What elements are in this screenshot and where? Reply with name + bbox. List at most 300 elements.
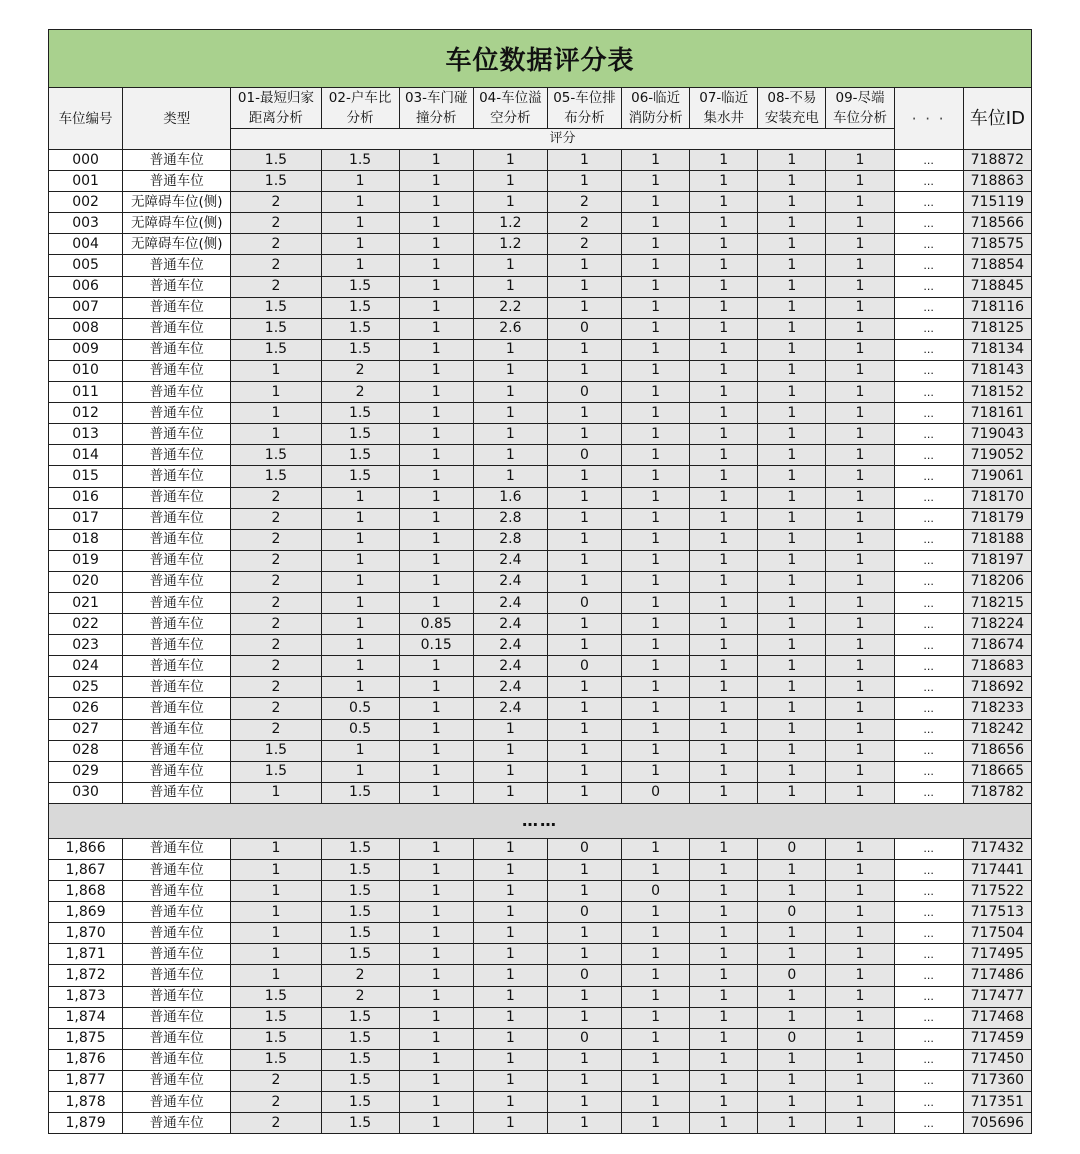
cell-score-08: 1 [758, 529, 826, 550]
bottom-row-12 [49, 1092, 1032, 1113]
header-c05 [547, 88, 621, 129]
cell-score-04: 1 [473, 965, 547, 986]
cell-score-01: 1 [231, 424, 321, 445]
cell-score-08: 1 [758, 719, 826, 740]
cell-score-03: 0.85 [399, 614, 473, 635]
cell-score-02: 1 [321, 614, 399, 635]
cell-spot-number: 002 [49, 192, 123, 213]
cell-score-03: 1 [399, 719, 473, 740]
cell-spot-id: 718224 [963, 614, 1031, 635]
cell-score-02: 2 [321, 360, 399, 381]
cell-more: ... [894, 986, 963, 1007]
cell-score-03: 1 [399, 318, 473, 339]
cell-score-04: 2.4 [473, 635, 547, 656]
cell-score-01: 1.5 [231, 318, 321, 339]
cell-spot-number: 009 [49, 339, 123, 360]
bottom-row-4 [49, 923, 1032, 944]
cell-score-01: 2 [231, 698, 321, 719]
cell-type: 普通车位 [123, 382, 231, 403]
cell-spot-id: 717468 [963, 1007, 1031, 1028]
cell-score-08: 1 [758, 782, 826, 803]
cell-score-09: 1 [826, 1007, 894, 1028]
cell-spot-id: 717360 [963, 1070, 1031, 1091]
cell-score-01: 1.5 [231, 740, 321, 761]
separator-ellipsis: …… [49, 803, 1032, 838]
cell-score-07: 1 [690, 677, 758, 698]
cell-score-07: 1 [690, 656, 758, 677]
cell-score-08: 1 [758, 761, 826, 782]
cell-score-02: 1 [321, 213, 399, 234]
top-row-27 [49, 719, 1032, 740]
cell-score-05: 1 [547, 1092, 621, 1113]
top-row-29 [49, 761, 1032, 782]
top-row-17 [49, 508, 1032, 529]
cell-spot-id: 718134 [963, 339, 1031, 360]
cell-score-06: 1 [622, 276, 690, 297]
cell-score-07: 1 [690, 487, 758, 508]
cell-score-09: 1 [826, 1070, 894, 1091]
cell-more: ... [894, 656, 963, 677]
cell-spot-id: 719052 [963, 445, 1031, 466]
cell-type: 无障碍车位(侧) [123, 234, 231, 255]
cell-score-09: 1 [826, 614, 894, 635]
cell-spot-id: 705696 [963, 1113, 1031, 1134]
cell-score-03: 1 [399, 360, 473, 381]
cell-score-01: 1.5 [231, 1028, 321, 1049]
cell-score-01: 1 [231, 860, 321, 881]
cell-type: 普通车位 [123, 592, 231, 613]
cell-more: ... [894, 881, 963, 902]
cell-score-04: 1 [473, 1049, 547, 1070]
cell-score-05: 1 [547, 1007, 621, 1028]
cell-score-03: 1 [399, 986, 473, 1007]
sheet-title: 车位数据评分表 [49, 30, 1032, 88]
cell-score-09: 1 [826, 529, 894, 550]
cell-score-07: 1 [690, 944, 758, 965]
cell-score-08: 1 [758, 192, 826, 213]
cell-spot-id: 718566 [963, 213, 1031, 234]
header-spot-number: 车位编号 [49, 88, 123, 150]
cell-type: 普通车位 [123, 403, 231, 424]
cell-score-03: 1 [399, 761, 473, 782]
cell-type: 普通车位 [123, 944, 231, 965]
cell-score-07: 1 [690, 466, 758, 487]
cell-more: ... [894, 902, 963, 923]
header-c04 [473, 88, 547, 129]
top-row-5 [49, 255, 1032, 276]
cell-score-03: 1 [399, 297, 473, 318]
cell-type: 普通车位 [123, 1113, 231, 1134]
cell-type: 普通车位 [123, 1028, 231, 1049]
cell-score-02: 1.5 [321, 466, 399, 487]
cell-score-04: 1 [473, 902, 547, 923]
cell-score-07: 1 [690, 881, 758, 902]
cell-score-06: 1 [622, 318, 690, 339]
cell-score-05: 1 [547, 1070, 621, 1091]
cell-score-08: 1 [758, 1049, 826, 1070]
separator-row [49, 803, 1032, 838]
cell-score-08: 1 [758, 508, 826, 529]
header-c09-line2: 车位分析 [833, 110, 888, 126]
cell-score-07: 1 [690, 838, 758, 859]
cell-score-07: 1 [690, 382, 758, 403]
cell-score-09: 1 [826, 986, 894, 1007]
cell-score-04: 1 [473, 403, 547, 424]
cell-score-08: 1 [758, 339, 826, 360]
top-row-7 [49, 297, 1032, 318]
cell-score-05: 0 [547, 592, 621, 613]
cell-score-05: 2 [547, 234, 621, 255]
cell-score-08: 1 [758, 403, 826, 424]
cell-score-06: 1 [622, 698, 690, 719]
cell-spot-number: 1,874 [49, 1007, 123, 1028]
cell-score-09: 1 [826, 508, 894, 529]
cell-score-04: 1 [473, 1028, 547, 1049]
cell-type: 普通车位 [123, 614, 231, 635]
header-row [49, 88, 1032, 129]
cell-score-06: 1 [622, 592, 690, 613]
cell-score-07: 1 [690, 698, 758, 719]
cell-score-08: 1 [758, 171, 826, 192]
cell-more: ... [894, 698, 963, 719]
cell-score-09: 1 [826, 656, 894, 677]
cell-score-04: 1 [473, 276, 547, 297]
cell-score-09: 1 [826, 213, 894, 234]
cell-spot-number: 007 [49, 297, 123, 318]
cell-score-07: 1 [690, 923, 758, 944]
cell-spot-id: 719043 [963, 424, 1031, 445]
cell-type: 普通车位 [123, 276, 231, 297]
cell-type: 普通车位 [123, 965, 231, 986]
cell-score-01: 1 [231, 360, 321, 381]
cell-type: 普通车位 [123, 150, 231, 171]
cell-score-08: 0 [758, 902, 826, 923]
cell-score-09: 1 [826, 339, 894, 360]
cell-score-09: 1 [826, 318, 894, 339]
cell-score-07: 1 [690, 1070, 758, 1091]
cell-score-02: 1.5 [321, 1007, 399, 1028]
cell-more: ... [894, 508, 963, 529]
cell-type: 普通车位 [123, 1049, 231, 1070]
header-c02-line1: 02-户车比 [328, 90, 392, 106]
cell-score-06: 1 [622, 902, 690, 923]
cell-score-01: 2 [231, 571, 321, 592]
cell-score-02: 1 [321, 592, 399, 613]
bottom-row-2 [49, 881, 1032, 902]
cell-score-04: 1 [473, 761, 547, 782]
cell-spot-id: 715119 [963, 192, 1031, 213]
cell-more: ... [894, 635, 963, 656]
cell-score-01: 1.5 [231, 171, 321, 192]
header-spot-id: 车位ID [963, 88, 1031, 150]
cell-score-09: 1 [826, 740, 894, 761]
cell-score-06: 1 [622, 466, 690, 487]
top-row-1 [49, 171, 1032, 192]
cell-score-06: 1 [622, 740, 690, 761]
header-c05-line2: 布分析 [564, 110, 605, 126]
cell-score-08: 1 [758, 592, 826, 613]
cell-score-09: 1 [826, 171, 894, 192]
cell-score-06: 1 [622, 838, 690, 859]
cell-score-01: 1 [231, 382, 321, 403]
cell-score-05: 1 [547, 424, 621, 445]
cell-score-02: 2 [321, 382, 399, 403]
cell-score-08: 1 [758, 150, 826, 171]
cell-score-01: 1.5 [231, 150, 321, 171]
bottom-row-11 [49, 1070, 1032, 1091]
cell-score-02: 1.5 [321, 297, 399, 318]
cell-score-06: 1 [622, 297, 690, 318]
cell-score-09: 1 [826, 424, 894, 445]
cell-more: ... [894, 213, 963, 234]
header-c06-line1: 06-临近 [631, 90, 681, 106]
header-c08-line1: 08-不易 [767, 90, 817, 106]
cell-score-01: 1.5 [231, 1007, 321, 1028]
cell-score-04: 1 [473, 466, 547, 487]
cell-score-08: 1 [758, 1092, 826, 1113]
cell-type: 普通车位 [123, 761, 231, 782]
cell-spot-number: 018 [49, 529, 123, 550]
cell-spot-id: 718197 [963, 550, 1031, 571]
cell-score-09: 1 [826, 466, 894, 487]
cell-more: ... [894, 424, 963, 445]
cell-score-06: 0 [622, 881, 690, 902]
cell-score-05: 0 [547, 838, 621, 859]
cell-score-07: 1 [690, 902, 758, 923]
cell-score-05: 1 [547, 508, 621, 529]
cell-more: ... [894, 860, 963, 881]
cell-score-05: 1 [547, 635, 621, 656]
top-row-16 [49, 487, 1032, 508]
cell-score-03: 1 [399, 923, 473, 944]
cell-score-02: 1.5 [321, 881, 399, 902]
bottom-row-13 [49, 1113, 1032, 1134]
cell-score-04: 1 [473, 719, 547, 740]
top-row-28 [49, 740, 1032, 761]
cell-spot-id: 717504 [963, 923, 1031, 944]
top-row-30 [49, 782, 1032, 803]
cell-score-08: 1 [758, 1113, 826, 1134]
cell-score-03: 1 [399, 276, 473, 297]
cell-score-08: 1 [758, 318, 826, 339]
cell-score-01: 1.5 [231, 986, 321, 1007]
header-c03 [399, 88, 473, 129]
cell-score-09: 1 [826, 297, 894, 318]
cell-score-06: 0 [622, 782, 690, 803]
cell-score-06: 1 [622, 944, 690, 965]
cell-score-02: 1.5 [321, 150, 399, 171]
cell-type: 普通车位 [123, 445, 231, 466]
cell-score-02: 1.5 [321, 318, 399, 339]
cell-spot-number: 011 [49, 382, 123, 403]
cell-type: 普通车位 [123, 719, 231, 740]
cell-score-02: 1 [321, 571, 399, 592]
cell-score-04: 2.4 [473, 571, 547, 592]
header-c06 [622, 88, 690, 129]
cell-more: ... [894, 487, 963, 508]
cell-score-04: 2.4 [473, 550, 547, 571]
cell-spot-number: 005 [49, 255, 123, 276]
cell-score-07: 1 [690, 276, 758, 297]
header-c09-line1: 09-尽端 [835, 90, 885, 106]
header-c07-line1: 07-临近 [699, 90, 749, 106]
cell-score-08: 1 [758, 923, 826, 944]
cell-spot-number: 1,872 [49, 965, 123, 986]
cell-spot-id: 718656 [963, 740, 1031, 761]
cell-spot-number: 1,868 [49, 881, 123, 902]
cell-type: 普通车位 [123, 171, 231, 192]
bottom-row-9 [49, 1028, 1032, 1049]
cell-type: 普通车位 [123, 529, 231, 550]
cell-score-08: 1 [758, 944, 826, 965]
cell-spot-id: 717495 [963, 944, 1031, 965]
cell-score-02: 1 [321, 656, 399, 677]
cell-more: ... [894, 171, 963, 192]
top-row-14 [49, 445, 1032, 466]
cell-score-04: 1 [473, 986, 547, 1007]
cell-spot-id: 717351 [963, 1092, 1031, 1113]
cell-score-03: 1 [399, 1113, 473, 1134]
cell-score-06: 1 [622, 1113, 690, 1134]
top-row-18 [49, 529, 1032, 550]
cell-score-01: 1.5 [231, 445, 321, 466]
cell-spot-number: 000 [49, 150, 123, 171]
cell-score-09: 1 [826, 902, 894, 923]
cell-spot-number: 015 [49, 466, 123, 487]
cell-score-03: 1 [399, 902, 473, 923]
cell-spot-id: 718143 [963, 360, 1031, 381]
cell-spot-number: 024 [49, 656, 123, 677]
cell-spot-id: 718242 [963, 719, 1031, 740]
cell-score-02: 0.5 [321, 719, 399, 740]
header-c07-line2: 集水井 [703, 110, 745, 126]
cell-score-04: 2.2 [473, 297, 547, 318]
cell-score-09: 1 [826, 635, 894, 656]
cell-type: 普通车位 [123, 571, 231, 592]
cell-score-04: 1 [473, 339, 547, 360]
cell-spot-id: 718125 [963, 318, 1031, 339]
cell-score-03: 1 [399, 944, 473, 965]
cell-score-02: 1.5 [321, 276, 399, 297]
cell-score-06: 1 [622, 487, 690, 508]
cell-score-08: 1 [758, 860, 826, 881]
cell-score-07: 1 [690, 592, 758, 613]
bottom-row-10 [49, 1049, 1032, 1070]
cell-type: 普通车位 [123, 656, 231, 677]
cell-score-07: 1 [690, 986, 758, 1007]
cell-more: ... [894, 255, 963, 276]
cell-score-04: 1 [473, 255, 547, 276]
cell-score-06: 1 [622, 571, 690, 592]
cell-score-09: 1 [826, 571, 894, 592]
cell-spot-id: 718170 [963, 487, 1031, 508]
cell-type: 普通车位 [123, 635, 231, 656]
cell-score-06: 1 [622, 255, 690, 276]
cell-score-05: 1 [547, 698, 621, 719]
cell-more: ... [894, 761, 963, 782]
cell-spot-number: 016 [49, 487, 123, 508]
cell-score-03: 1 [399, 860, 473, 881]
top-row-25 [49, 677, 1032, 698]
top-row-19 [49, 550, 1032, 571]
cell-score-05: 1 [547, 986, 621, 1007]
cell-spot-number: 006 [49, 276, 123, 297]
cell-spot-id: 718215 [963, 592, 1031, 613]
cell-score-07: 1 [690, 192, 758, 213]
cell-score-09: 1 [826, 360, 894, 381]
cell-score-07: 1 [690, 403, 758, 424]
cell-score-01: 1.5 [231, 761, 321, 782]
cell-score-06: 1 [622, 234, 690, 255]
cell-score-02: 1.5 [321, 1113, 399, 1134]
cell-score-09: 1 [826, 677, 894, 698]
cell-score-02: 1.5 [321, 782, 399, 803]
cell-type: 普通车位 [123, 677, 231, 698]
cell-score-07: 1 [690, 571, 758, 592]
cell-score-05: 1 [547, 297, 621, 318]
cell-more: ... [894, 1007, 963, 1028]
cell-score-04: 2.6 [473, 318, 547, 339]
cell-score-03: 1 [399, 255, 473, 276]
cell-score-05: 1 [547, 740, 621, 761]
cell-score-09: 1 [826, 192, 894, 213]
cell-spot-number: 025 [49, 677, 123, 698]
bottom-row-3 [49, 902, 1032, 923]
cell-score-06: 1 [622, 508, 690, 529]
cell-score-06: 1 [622, 339, 690, 360]
cell-score-06: 1 [622, 360, 690, 381]
cell-more: ... [894, 339, 963, 360]
cell-score-02: 1 [321, 234, 399, 255]
cell-score-07: 1 [690, 150, 758, 171]
cell-score-06: 1 [622, 635, 690, 656]
cell-score-04: 1 [473, 923, 547, 944]
cell-spot-number: 1,876 [49, 1049, 123, 1070]
top-row-23 [49, 635, 1032, 656]
cell-score-09: 1 [826, 550, 894, 571]
cell-spot-id: 718692 [963, 677, 1031, 698]
cell-score-06: 1 [622, 550, 690, 571]
cell-score-05: 2 [547, 192, 621, 213]
cell-type: 普通车位 [123, 1007, 231, 1028]
cell-type: 普通车位 [123, 740, 231, 761]
cell-score-02: 1 [321, 677, 399, 698]
cell-more: ... [894, 677, 963, 698]
cell-score-03: 1 [399, 445, 473, 466]
cell-score-02: 2 [321, 986, 399, 1007]
cell-score-07: 1 [690, 1007, 758, 1028]
cell-score-01: 2 [231, 635, 321, 656]
cell-score-01: 2 [231, 213, 321, 234]
top-row-9 [49, 339, 1032, 360]
cell-score-05: 1 [547, 944, 621, 965]
cell-score-06: 1 [622, 403, 690, 424]
top-row-0 [49, 150, 1032, 171]
header-type: 类型 [123, 88, 231, 150]
cell-spot-number: 1,879 [49, 1113, 123, 1134]
cell-spot-id: 718845 [963, 276, 1031, 297]
cell-score-03: 1 [399, 171, 473, 192]
cell-score-08: 1 [758, 1007, 826, 1028]
cell-score-05: 1 [547, 614, 621, 635]
top-row-2 [49, 192, 1032, 213]
cell-score-07: 1 [690, 318, 758, 339]
cell-score-04: 2.8 [473, 529, 547, 550]
header-c08-line2: 安装充电 [764, 110, 819, 126]
cell-more: ... [894, 360, 963, 381]
cell-score-06: 1 [622, 719, 690, 740]
cell-spot-number: 003 [49, 213, 123, 234]
